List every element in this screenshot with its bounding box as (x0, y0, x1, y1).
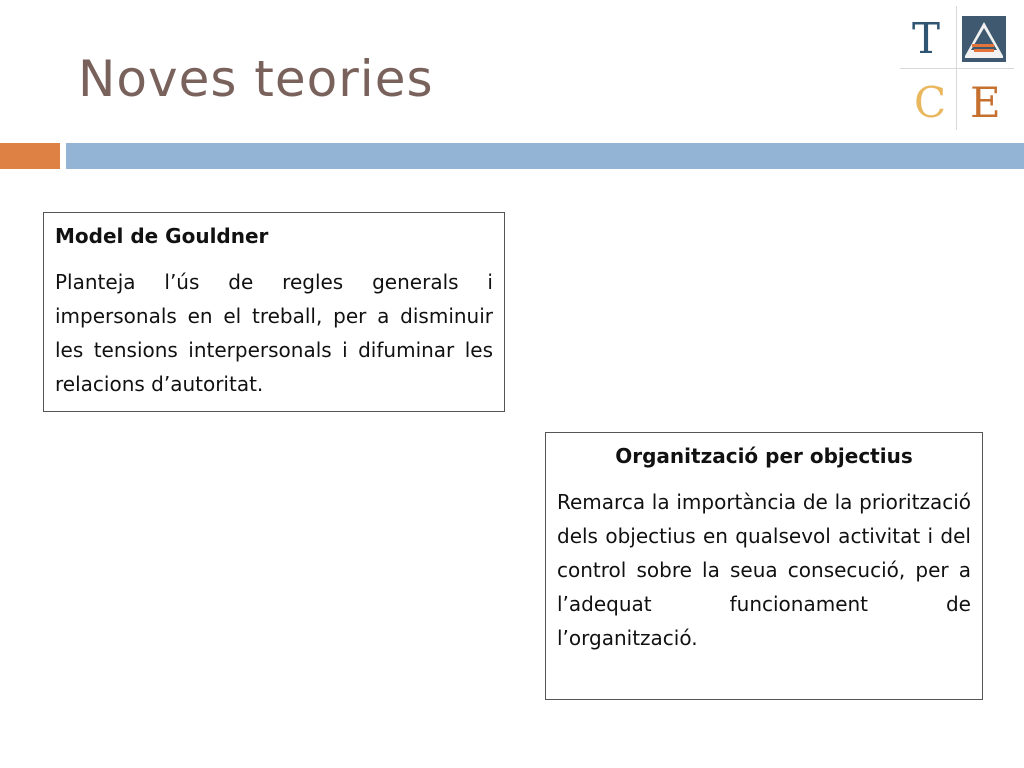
tce-logo (900, 6, 1014, 130)
box-heading: Model de Gouldner (55, 224, 269, 248)
logo-letter-e: E (970, 78, 1001, 127)
logo-letter-t: T (912, 14, 941, 63)
box-heading: Organització per objectius (615, 444, 913, 468)
box-text: Remarca la importància de la priorització dels objectius en qualsevol activitat i del control sobre la seua consecució, per a l’adequat funcionament de l’organització. (557, 490, 971, 650)
accent-bar-orange (0, 143, 60, 169)
slide-title: Noves teories (78, 50, 434, 108)
box-text: Planteja l’ús de regles generals i impersonals en el treball, per a disminuir les tensions interpersonals i difuminar les relacions d’autoritat. (55, 270, 493, 396)
logo-letter-c: C (914, 78, 947, 127)
pyramid-logo-icon (962, 16, 1006, 62)
objectives-organization-box (545, 432, 983, 700)
logo-divider-horizontal (900, 68, 1014, 69)
gouldner-model-box (43, 212, 505, 412)
accent-bar-blue (66, 143, 1024, 169)
